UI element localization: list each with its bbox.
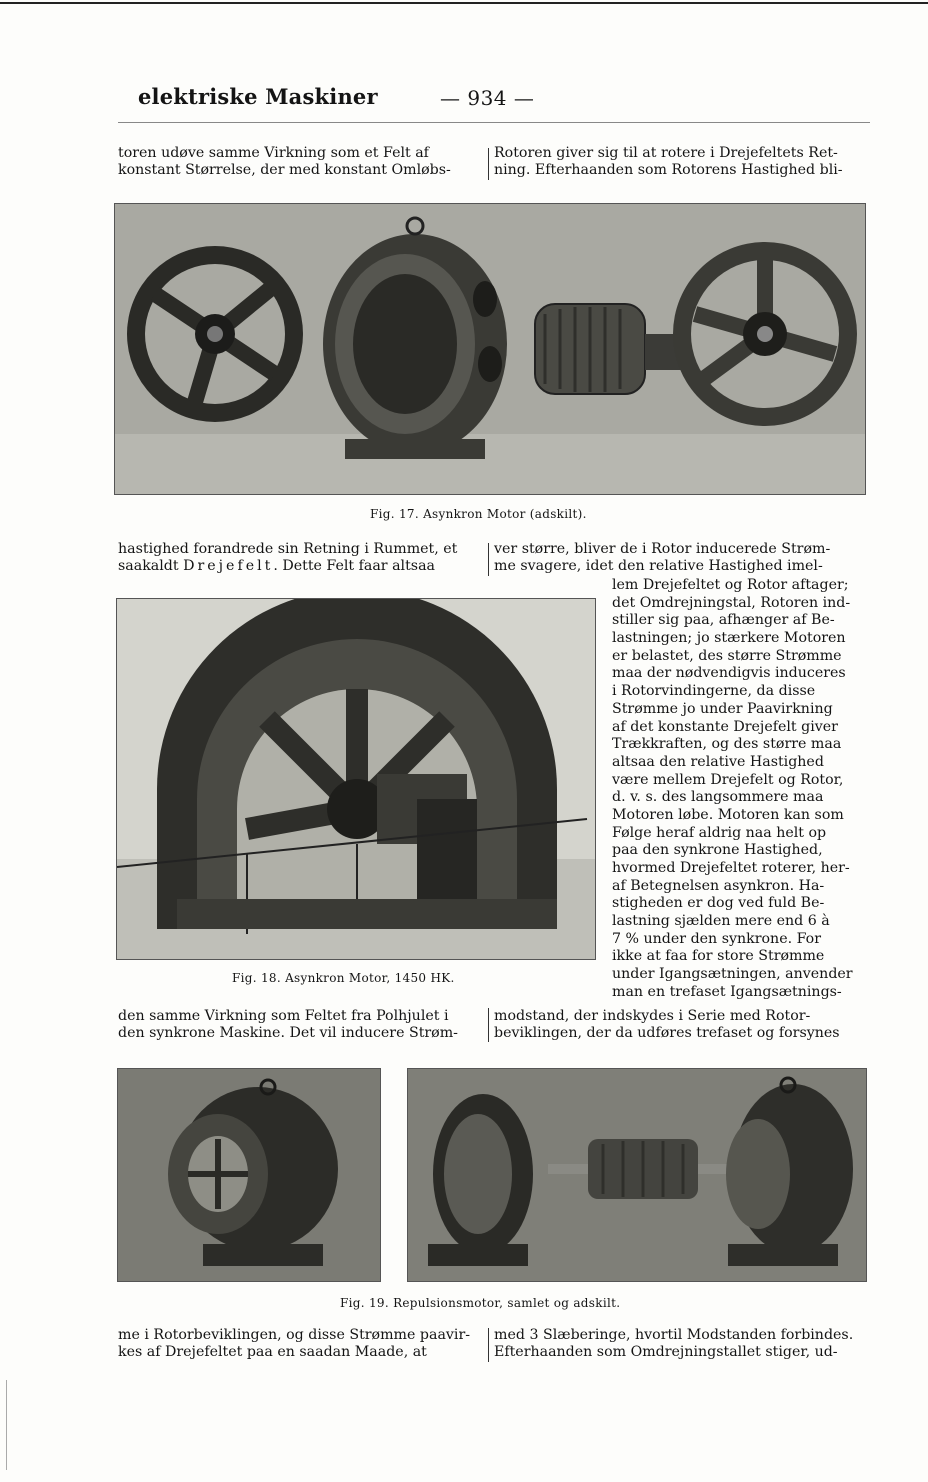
block1-right-column bbox=[494, 145, 866, 179]
text-line: ikke at faa for store Strømme bbox=[612, 948, 825, 965]
text-line: Rotoren giver sig til at rotere i Drejefeltets Ret- bbox=[494, 145, 838, 161]
text-line: maa der nødvendigvis induceres bbox=[612, 665, 846, 682]
text-line: 7 % under den synkrone. For bbox=[612, 930, 821, 947]
text-line: den samme Virkning som Feltet fra Polhjulet i bbox=[118, 1008, 449, 1024]
header-rule bbox=[118, 122, 870, 123]
text-line: være mellem Drejefelt og Rotor, bbox=[612, 771, 844, 788]
page-number: — 934 — bbox=[440, 86, 535, 110]
text-line: d. v. s. des langsommere maa bbox=[612, 789, 824, 806]
text-line: med 3 Slæberinge, hvortil Modstanden forbindes. bbox=[494, 1327, 854, 1343]
column-divider bbox=[488, 1328, 489, 1362]
text-line: den synkrone Maskine. Det vil inducere Strøm- bbox=[118, 1025, 458, 1041]
text-line: lastning sjælden mere end 6 à bbox=[612, 913, 830, 930]
narrow-text-column bbox=[612, 577, 868, 1002]
fig19-photo-assembled bbox=[117, 1068, 381, 1282]
text-line: af Betegnelsen asynkron. Ha- bbox=[612, 877, 825, 894]
text-line: Strømme jo under Paavirkning bbox=[612, 700, 833, 717]
fig17-photo bbox=[114, 203, 866, 495]
text-fragment: saakaldt bbox=[118, 558, 184, 574]
text-line bbox=[118, 558, 484, 575]
fig18-caption: Fig. 18. Asynkron Motor, 1450 HK. bbox=[232, 971, 455, 985]
block1-left-column bbox=[118, 145, 484, 179]
scan-edge-mark bbox=[6, 1380, 7, 1470]
text-line: i Rotorvindingerne, da disse bbox=[612, 683, 816, 700]
text-line: Motoren løbe. Motoren kan som bbox=[612, 806, 844, 823]
running-header-title: elektriske Maskiner bbox=[138, 84, 378, 109]
text-line: toren udøve samme Virkning som et Felt af bbox=[118, 145, 429, 161]
text-line: det Omdrejningstal, Rotoren ind- bbox=[612, 594, 851, 611]
text-line: ver større, bliver de i Rotor inducerede Strøm- bbox=[494, 541, 831, 557]
text-line: Følge heraf aldrig naa helt op bbox=[612, 824, 827, 841]
text-line: me svagere, idet den relative Hastighed imel- bbox=[494, 558, 823, 574]
column-divider bbox=[488, 543, 489, 576]
text-line: stigheden er dog ved fuld Be- bbox=[612, 895, 825, 912]
text-line: hastighed forandrede sin Retning i Rummet, et bbox=[118, 541, 458, 557]
text-line: me i Rotorbeviklingen, og disse Strømme paavir- bbox=[118, 1327, 471, 1343]
text-line: modstand, der indskydes i Serie med Rotor- bbox=[494, 1008, 811, 1024]
text-line: Trækkraften, og des større maa bbox=[612, 736, 842, 753]
text-line: under Igangsætningen, anvender bbox=[612, 966, 853, 983]
column-divider bbox=[488, 148, 489, 180]
block3-right-column bbox=[494, 1008, 866, 1042]
text-line: lastningen; jo stærkere Motoren bbox=[612, 630, 846, 647]
fig19-photo-disassembled bbox=[407, 1068, 867, 1282]
block3-left-column bbox=[118, 1008, 484, 1042]
text-line: konstant Størrelse, der med konstant Omløbs- bbox=[118, 162, 451, 178]
fig17-motor-parts-illustration bbox=[115, 204, 865, 494]
fig19-assembled-motor-illustration bbox=[118, 1069, 380, 1281]
text-fragment: . Dette Felt faar altsaa bbox=[273, 558, 435, 574]
text-line: altsaa den relative Hastighed bbox=[612, 753, 824, 770]
block4-left-column bbox=[118, 1327, 484, 1361]
text-line: af det konstante Drejefelt giver bbox=[612, 718, 838, 735]
term-drejefelt: Drejefelt bbox=[183, 558, 274, 574]
block4-right-column bbox=[494, 1327, 866, 1361]
text-line: er belastet, des større Strømme bbox=[612, 647, 842, 664]
fig17-caption: Fig. 17. Asynkron Motor (adskilt). bbox=[370, 507, 587, 521]
text-line: paa den synkrone Hastighed, bbox=[612, 842, 823, 859]
top-border bbox=[0, 2, 928, 4]
block2-left-column bbox=[118, 541, 484, 575]
fig18-large-motor-illustration bbox=[117, 599, 595, 959]
text-line: lem Drejefeltet og Rotor aftager; bbox=[612, 577, 849, 593]
text-line: hvormed Drejefeltet roterer, her- bbox=[612, 860, 850, 876]
fig19-caption: Fig. 19. Repulsionsmotor, samlet og adskilt. bbox=[340, 1296, 621, 1310]
fig19-disassembled-motor-illustration bbox=[408, 1069, 866, 1281]
text-line: stiller sig paa, afhænger af Be- bbox=[612, 612, 835, 629]
fig18-photo bbox=[116, 598, 596, 960]
text-line: ning. Efterhaanden som Rotorens Hastighed bli- bbox=[494, 162, 843, 178]
text-line: kes af Drejefeltet paa en saadan Maade, at bbox=[118, 1344, 427, 1360]
text-line: beviklingen, der da udføres trefaset og forsynes bbox=[494, 1025, 840, 1041]
text-line: man en trefaset Igangsætnings- bbox=[612, 983, 842, 1000]
text-line: Efterhaanden som Omdrejningstallet stiger, ud- bbox=[494, 1344, 838, 1360]
block2-right-column bbox=[494, 541, 866, 575]
column-divider bbox=[488, 1008, 489, 1042]
